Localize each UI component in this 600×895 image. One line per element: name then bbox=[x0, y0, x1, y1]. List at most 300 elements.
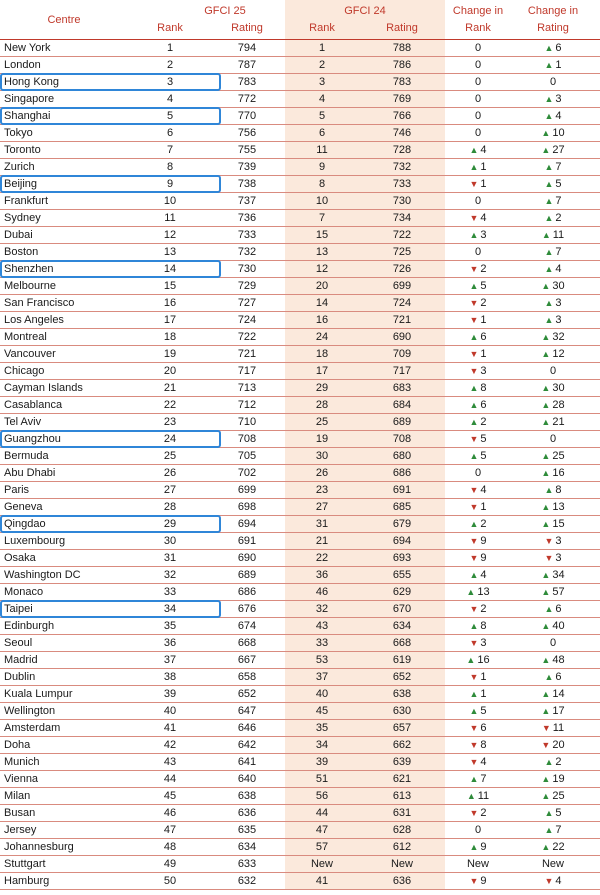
change-in-rating bbox=[525, 380, 581, 397]
centre-name: Abu Dhabi bbox=[4, 467, 56, 479]
change-in-rating bbox=[525, 176, 581, 193]
up-triangle-icon: ▲ bbox=[469, 417, 479, 427]
change-in-rating bbox=[525, 431, 581, 448]
down-triangle-icon: ▼ bbox=[541, 723, 551, 733]
down-triangle-icon: ▼ bbox=[469, 723, 479, 733]
gfci25-rank: 44 bbox=[163, 773, 177, 785]
up-triangle-icon: ▲ bbox=[544, 213, 554, 223]
up-triangle-icon: ▲ bbox=[541, 774, 551, 784]
change-in-rank-value: 6 bbox=[480, 722, 487, 734]
change-in-rank-value: 2 bbox=[480, 297, 487, 309]
centre-name: Chicago bbox=[4, 365, 45, 377]
change-in-rating bbox=[525, 346, 581, 363]
change-in-rank-value: 1 bbox=[480, 688, 487, 700]
table-row bbox=[0, 550, 600, 567]
change-rating-header: Change in bbox=[527, 5, 579, 17]
change-in-rank-value: 8 bbox=[480, 620, 487, 632]
change-in-rating bbox=[525, 873, 581, 890]
table-row bbox=[0, 380, 600, 397]
centre-name: Monaco bbox=[4, 586, 44, 598]
change-in-rating bbox=[525, 856, 581, 873]
centre-name: Doha bbox=[4, 739, 31, 751]
down-triangle-icon: ▼ bbox=[469, 740, 479, 750]
down-triangle-icon: ▼ bbox=[469, 298, 479, 308]
table-row bbox=[0, 686, 600, 703]
change-in-rating bbox=[525, 839, 581, 856]
change-in-rank bbox=[450, 210, 506, 227]
centre-name: Vienna bbox=[4, 773, 39, 785]
up-triangle-icon: ▲ bbox=[541, 400, 551, 410]
centre-name: Munich bbox=[4, 756, 40, 768]
gfci25-rank: 47 bbox=[163, 824, 177, 836]
change-in-rating-value: 25 bbox=[552, 450, 565, 462]
centre-name: Wellington bbox=[4, 705, 56, 717]
gfci24-rating: 670 bbox=[392, 603, 412, 615]
change-in-rank-value: 5 bbox=[480, 433, 487, 445]
change-in-rating-value: 4 bbox=[555, 263, 562, 275]
gfci25-rank: 17 bbox=[163, 314, 177, 326]
gfci24-rank: 19 bbox=[315, 433, 329, 445]
table-row bbox=[0, 346, 600, 363]
gfci24-rank: 13 bbox=[315, 246, 329, 258]
up-triangle-icon: ▲ bbox=[544, 247, 554, 257]
centre-name: Osaka bbox=[4, 552, 36, 564]
change-in-rank bbox=[450, 822, 506, 839]
change-in-rating bbox=[525, 703, 581, 720]
gfci24-rank: 44 bbox=[315, 807, 329, 819]
change-in-rank-value: 4 bbox=[480, 484, 487, 496]
change-in-rating-value: 8 bbox=[555, 484, 562, 496]
gfci25-rating: 699 bbox=[237, 484, 257, 496]
table-row bbox=[0, 788, 600, 805]
change-in-rank-value: 2 bbox=[480, 263, 487, 275]
gfci25-rating: 634 bbox=[237, 841, 257, 853]
gfci24-rating: 708 bbox=[392, 433, 412, 445]
change-in-rank-value: 0 bbox=[474, 59, 482, 71]
gfci25-rank: 36 bbox=[163, 637, 177, 649]
gfci24-rating: 621 bbox=[392, 773, 412, 785]
table-row bbox=[0, 805, 600, 822]
gfci25-rank: 48 bbox=[163, 841, 177, 853]
change-in-rating bbox=[525, 669, 581, 686]
table-row bbox=[0, 193, 600, 210]
change-in-rating bbox=[525, 618, 581, 635]
gfci25-rating: 674 bbox=[237, 620, 257, 632]
up-triangle-icon: ▲ bbox=[541, 145, 551, 155]
up-triangle-icon: ▲ bbox=[544, 60, 554, 70]
gfci25-rank: 29 bbox=[163, 518, 177, 530]
change-in-rating bbox=[525, 499, 581, 516]
gfci24-rating-header: Rating bbox=[386, 22, 418, 34]
gfci25-rating: 694 bbox=[237, 518, 257, 530]
gfci24-rank: 10 bbox=[315, 195, 329, 207]
up-triangle-icon: ▲ bbox=[541, 689, 551, 699]
gfci25-rank: 45 bbox=[163, 790, 177, 802]
change-in-rank-value: 2 bbox=[480, 807, 487, 819]
gfci24-rank: 22 bbox=[315, 552, 329, 564]
gfci24-rating: 728 bbox=[392, 144, 412, 156]
centre-name: Melbourne bbox=[4, 280, 56, 292]
table-row bbox=[0, 771, 600, 788]
change-in-rating-value: 30 bbox=[552, 280, 565, 292]
down-triangle-icon: ▼ bbox=[544, 876, 554, 886]
change-in-rating bbox=[525, 482, 581, 499]
gfci25-rating: 733 bbox=[237, 229, 257, 241]
gfci25-rating: 770 bbox=[237, 110, 257, 122]
change-in-rating bbox=[525, 635, 581, 652]
up-triangle-icon: ▲ bbox=[541, 349, 551, 359]
centre-name: London bbox=[4, 59, 41, 71]
up-triangle-icon: ▲ bbox=[544, 111, 554, 121]
gfci24-rating: 726 bbox=[392, 263, 412, 275]
change-rank-subheader: Rank bbox=[465, 22, 491, 34]
gfci25-rank: 35 bbox=[163, 620, 177, 632]
gfci24-rank: 57 bbox=[315, 841, 329, 853]
gfci25-rank: 37 bbox=[163, 654, 177, 666]
gfci25-rating: 632 bbox=[237, 875, 257, 887]
gfci25-rating: 647 bbox=[237, 705, 257, 717]
change-in-rating-value: 14 bbox=[552, 688, 565, 700]
table-row bbox=[0, 720, 600, 737]
change-in-rating bbox=[525, 720, 581, 737]
change-in-rating-value: 4 bbox=[555, 875, 562, 887]
gfci24-rating: 662 bbox=[392, 739, 412, 751]
change-in-rank bbox=[450, 159, 506, 176]
centre-name: Johannesburg bbox=[4, 841, 74, 853]
gfci25-rating: 646 bbox=[237, 722, 257, 734]
centre-name: Taipei bbox=[4, 603, 33, 615]
down-triangle-icon: ▼ bbox=[469, 315, 479, 325]
change-in-rating-value: 7 bbox=[555, 195, 562, 207]
gfci24-rank: 32 bbox=[315, 603, 329, 615]
centre-name: Shanghai bbox=[4, 110, 51, 122]
up-triangle-icon: ▲ bbox=[541, 706, 551, 716]
change-in-rank bbox=[450, 227, 506, 244]
centre-name: Edinburgh bbox=[4, 620, 55, 632]
change-in-rating bbox=[525, 210, 581, 227]
change-in-rating-value: 3 bbox=[555, 552, 562, 564]
gfci25-rank: 32 bbox=[163, 569, 177, 581]
table-row bbox=[0, 210, 600, 227]
gfci24-rank: 6 bbox=[318, 127, 326, 139]
change-in-rank-value: 4 bbox=[480, 756, 487, 768]
gfci25-rank: 9 bbox=[166, 178, 174, 190]
gfci24-rank: 46 bbox=[315, 586, 329, 598]
change-in-rating-value: 1 bbox=[555, 59, 562, 71]
up-triangle-icon: ▲ bbox=[541, 417, 551, 427]
down-triangle-icon: ▼ bbox=[469, 808, 479, 818]
change-in-rank-value: 5 bbox=[480, 705, 487, 717]
down-triangle-icon: ▼ bbox=[469, 638, 479, 648]
change-in-rank-value: 8 bbox=[480, 382, 487, 394]
gfci24-rating: 652 bbox=[392, 671, 412, 683]
centre-name: Beijing bbox=[4, 178, 38, 190]
change-in-rank bbox=[450, 771, 506, 788]
change-in-rank-value: 5 bbox=[480, 450, 487, 462]
gfci25-rank: 46 bbox=[163, 807, 177, 819]
up-triangle-icon: ▲ bbox=[541, 281, 551, 291]
change-in-rank bbox=[450, 839, 506, 856]
centre-name: Dubai bbox=[4, 229, 33, 241]
change-in-rating bbox=[525, 57, 581, 74]
gfci24-rating: 619 bbox=[392, 654, 412, 666]
gfci24-rank: 4 bbox=[318, 93, 326, 105]
centre-name: Milan bbox=[4, 790, 31, 802]
change-in-rating bbox=[525, 686, 581, 703]
change-in-rating-value: 3 bbox=[555, 314, 562, 326]
gfci25-header: GFCI 25 bbox=[204, 5, 246, 17]
down-triangle-icon: ▼ bbox=[469, 672, 479, 682]
change-in-rank bbox=[450, 703, 506, 720]
change-in-rating bbox=[525, 465, 581, 482]
gfci25-rating: 727 bbox=[237, 297, 257, 309]
up-triangle-icon: ▲ bbox=[541, 230, 551, 240]
table-row bbox=[0, 312, 600, 329]
centre-name: Bermuda bbox=[4, 450, 49, 462]
change-in-rank bbox=[450, 108, 506, 125]
change-in-rating bbox=[525, 516, 581, 533]
up-triangle-icon: ▲ bbox=[544, 179, 554, 189]
change-in-rating-value: 5 bbox=[555, 807, 562, 819]
change-in-rank-value: 3 bbox=[480, 637, 487, 649]
up-triangle-icon: ▲ bbox=[469, 145, 479, 155]
table-row bbox=[0, 635, 600, 652]
gfci25-rating: 738 bbox=[237, 178, 257, 190]
table-row bbox=[0, 601, 600, 618]
up-triangle-icon: ▲ bbox=[541, 383, 551, 393]
gfci24-rank: 29 bbox=[315, 382, 329, 394]
centre-name: Shenzhen bbox=[4, 263, 54, 275]
centre-name: Vancouver bbox=[4, 348, 56, 360]
gfci24-rank: 27 bbox=[315, 501, 329, 513]
centre-name: Guangzhou bbox=[4, 433, 61, 445]
table-row bbox=[0, 244, 600, 261]
gfci24-rating: New bbox=[390, 858, 413, 870]
gfci24-rank: 20 bbox=[315, 280, 329, 292]
table-row bbox=[0, 363, 600, 380]
gfci24-rating: 685 bbox=[392, 501, 412, 513]
gfci24-rank: 36 bbox=[315, 569, 329, 581]
change-in-rating bbox=[525, 533, 581, 550]
gfci24-rating: 730 bbox=[392, 195, 412, 207]
gfci24-rating: 631 bbox=[392, 807, 412, 819]
change-in-rating bbox=[525, 312, 581, 329]
gfci24-rating: 693 bbox=[392, 552, 412, 564]
gfci25-rating: 710 bbox=[237, 416, 257, 428]
change-in-rating-value: 15 bbox=[552, 518, 565, 530]
gfci25-rank: 4 bbox=[166, 93, 174, 105]
gfci25-rank: 24 bbox=[163, 433, 177, 445]
change-in-rank bbox=[450, 91, 506, 108]
gfci25-rank: 18 bbox=[163, 331, 177, 343]
up-triangle-icon: ▲ bbox=[544, 757, 554, 767]
change-in-rank bbox=[450, 482, 506, 499]
centre-name: Tel Aviv bbox=[4, 416, 42, 428]
change-in-rating-value: 32 bbox=[552, 331, 565, 343]
china-city-highlight bbox=[0, 600, 221, 618]
change-in-rank-value: 1 bbox=[480, 314, 487, 326]
centre-name: Montreal bbox=[4, 331, 47, 343]
table-row bbox=[0, 703, 600, 720]
china-city-highlight bbox=[0, 107, 221, 125]
change-in-rank bbox=[450, 516, 506, 533]
gfci25-rating: 638 bbox=[237, 790, 257, 802]
change-in-rating-value: 10 bbox=[552, 127, 565, 139]
change-in-rating-value: 5 bbox=[555, 178, 562, 190]
gfci24-rank-header: Rank bbox=[309, 22, 335, 34]
china-city-highlight bbox=[0, 430, 221, 448]
gfci24-rank: 34 bbox=[315, 739, 329, 751]
gfci24-rank: 43 bbox=[315, 620, 329, 632]
table-row bbox=[0, 295, 600, 312]
table-row bbox=[0, 465, 600, 482]
table-row bbox=[0, 482, 600, 499]
centre-name: Washington DC bbox=[4, 569, 81, 581]
change-in-rank-value: 4 bbox=[480, 212, 487, 224]
change-in-rating-value: 17 bbox=[552, 705, 565, 717]
down-triangle-icon: ▼ bbox=[469, 264, 479, 274]
up-triangle-icon: ▲ bbox=[541, 791, 551, 801]
change-in-rank bbox=[450, 261, 506, 278]
change-in-rating bbox=[525, 193, 581, 210]
table-row bbox=[0, 329, 600, 346]
gfci25-rating: 739 bbox=[237, 161, 257, 173]
gfci24-rank: 25 bbox=[315, 416, 329, 428]
change-in-rating-value: 19 bbox=[552, 773, 565, 785]
gfci25-rank: 11 bbox=[164, 212, 176, 224]
change-in-rank-value: 0 bbox=[474, 195, 482, 207]
down-triangle-icon: ▼ bbox=[469, 876, 479, 886]
table-row bbox=[0, 533, 600, 550]
up-triangle-icon: ▲ bbox=[469, 383, 479, 393]
change-in-rank-value: 2 bbox=[480, 603, 487, 615]
change-in-rank bbox=[450, 567, 506, 584]
gfci25-rank: 1 bbox=[166, 42, 174, 54]
gfci24-rating: 709 bbox=[392, 348, 412, 360]
gfci25-rating: 794 bbox=[237, 42, 257, 54]
centre-name: Amsterdam bbox=[4, 722, 61, 734]
change-in-rating bbox=[525, 601, 581, 618]
change-in-rank-value: 8 bbox=[480, 739, 487, 751]
up-triangle-icon: ▲ bbox=[544, 43, 554, 53]
change-in-rank bbox=[450, 295, 506, 312]
change-in-rank-value: 0 bbox=[474, 76, 482, 88]
table-row bbox=[0, 57, 600, 74]
gfci25-rank: 27 bbox=[163, 484, 177, 496]
gfci25-rating: 705 bbox=[237, 450, 257, 462]
gfci24-rating: 722 bbox=[392, 229, 412, 241]
change-in-rating-value: 0 bbox=[549, 433, 557, 445]
up-triangle-icon: ▲ bbox=[541, 332, 551, 342]
gfci24-rating: 655 bbox=[392, 569, 412, 581]
gfci25-rating: 722 bbox=[237, 331, 257, 343]
gfci25-rating: 736 bbox=[237, 212, 257, 224]
gfci25-rating: 730 bbox=[237, 263, 257, 275]
gfci24-rank: 11 bbox=[316, 144, 328, 156]
gfci24-rating: 786 bbox=[392, 59, 412, 71]
change-in-rank-value: 3 bbox=[480, 229, 487, 241]
table-row bbox=[0, 754, 600, 771]
centre-name: Geneva bbox=[4, 501, 43, 513]
gfci25-rank: 19 bbox=[163, 348, 177, 360]
down-triangle-icon: ▼ bbox=[544, 553, 554, 563]
down-triangle-icon: ▼ bbox=[469, 502, 479, 512]
gfci25-rating: 652 bbox=[237, 688, 257, 700]
gfci25-rank: 39 bbox=[163, 688, 177, 700]
change-in-rating-value: 7 bbox=[555, 246, 562, 258]
gfci24-rank: 12 bbox=[315, 263, 329, 275]
table-row bbox=[0, 499, 600, 516]
gfci25-rating: 641 bbox=[237, 756, 257, 768]
table-row bbox=[0, 159, 600, 176]
change-in-rank-value: 0 bbox=[474, 110, 482, 122]
up-triangle-icon: ▲ bbox=[469, 281, 479, 291]
change-in-rank bbox=[450, 125, 506, 142]
up-triangle-icon: ▲ bbox=[544, 264, 554, 274]
change-in-rank-value: 4 bbox=[480, 144, 487, 156]
gfci25-rating: 667 bbox=[237, 654, 257, 666]
change-in-rank-value: 5 bbox=[480, 280, 487, 292]
centre-name: Qingdao bbox=[4, 518, 46, 530]
change-in-rating-value: 7 bbox=[555, 161, 562, 173]
change-in-rating-value: 12 bbox=[552, 348, 565, 360]
gfci24-rank: 17 bbox=[315, 365, 329, 377]
gfci25-rating: 635 bbox=[237, 824, 257, 836]
table-row bbox=[0, 652, 600, 669]
gfci24-rating: 612 bbox=[392, 841, 412, 853]
up-triangle-icon: ▲ bbox=[541, 621, 551, 631]
change-in-rating-value: 6 bbox=[555, 671, 562, 683]
up-triangle-icon: ▲ bbox=[544, 808, 554, 818]
change-in-rank bbox=[450, 397, 506, 414]
change-in-rating-value: 21 bbox=[552, 416, 565, 428]
change-in-rating-value: New bbox=[541, 858, 564, 870]
gfci25-rating: 708 bbox=[237, 433, 257, 445]
gfci24-rank: 39 bbox=[315, 756, 329, 768]
gfci24-rank: 30 bbox=[315, 450, 329, 462]
change-in-rank-value: 6 bbox=[480, 399, 487, 411]
down-triangle-icon: ▼ bbox=[469, 485, 479, 495]
china-city-highlight bbox=[0, 175, 221, 193]
gfci25-rank: 42 bbox=[163, 739, 177, 751]
change-in-rating bbox=[525, 414, 581, 431]
gfci24-rating: 694 bbox=[392, 535, 412, 547]
change-rank-header: Change in bbox=[452, 5, 504, 17]
gfci25-rank: 26 bbox=[163, 467, 177, 479]
change-in-rating bbox=[525, 278, 581, 295]
gfci25-rating: 668 bbox=[237, 637, 257, 649]
centre-name: New York bbox=[4, 42, 51, 54]
change-in-rank-value: 1 bbox=[480, 501, 487, 513]
up-triangle-icon: ▲ bbox=[469, 706, 479, 716]
gfci25-rating: 689 bbox=[237, 569, 257, 581]
gfci24-rating: 788 bbox=[392, 42, 412, 54]
change-in-rating bbox=[525, 805, 581, 822]
gfci24-rating: 691 bbox=[392, 484, 412, 496]
gfci24-rating: 721 bbox=[392, 314, 412, 326]
gfci25-rating: 755 bbox=[237, 144, 257, 156]
up-triangle-icon: ▲ bbox=[541, 587, 551, 597]
centre-name: Cayman Islands bbox=[4, 382, 83, 394]
change-in-rating-value: 0 bbox=[549, 637, 557, 649]
change-in-rank bbox=[450, 618, 506, 635]
table-row bbox=[0, 567, 600, 584]
change-in-rank-value: 0 bbox=[474, 42, 482, 54]
table-row bbox=[0, 397, 600, 414]
centre-name: San Francisco bbox=[4, 297, 75, 309]
change-in-rating bbox=[525, 363, 581, 380]
gfci24-rating: 629 bbox=[392, 586, 412, 598]
